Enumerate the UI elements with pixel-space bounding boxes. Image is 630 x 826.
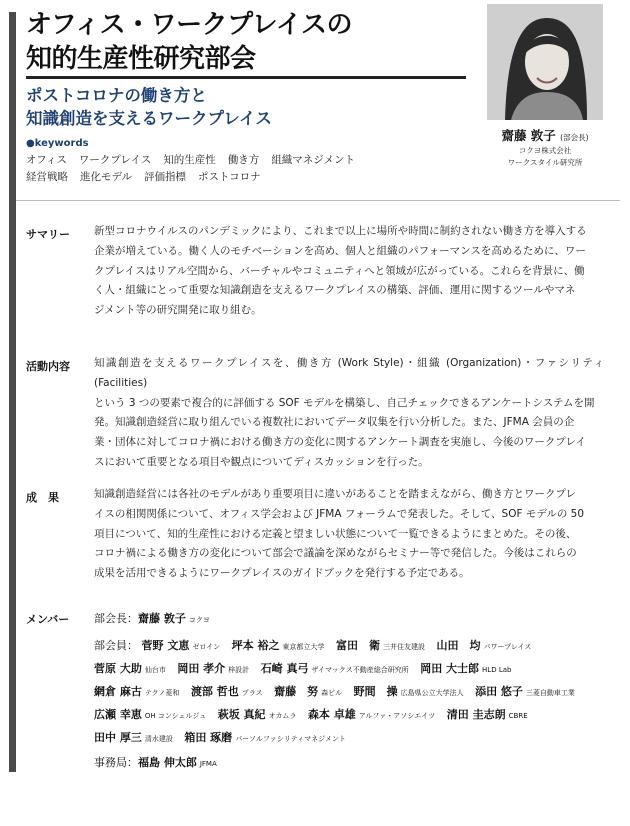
keyword: 組織マネジメント [271, 154, 355, 166]
member-affiliation: 清水建設 [144, 735, 173, 743]
member-name: 野間 操 [353, 685, 398, 698]
page-title [26, 8, 466, 76]
member-entry [420, 662, 511, 675]
member-entry [308, 708, 435, 721]
member-affiliation: HLD Lab [482, 666, 512, 674]
member-affiliation: 三井住友建設 [382, 643, 425, 651]
member-affiliation: アルファ・アソシエイツ [358, 712, 436, 720]
member-name: 網倉 麻古 [94, 685, 142, 698]
keyword: 進化モデル [80, 171, 132, 183]
member-name: 萩坂 真紀 [217, 708, 266, 721]
member-entry [336, 639, 425, 652]
leader-row [94, 610, 210, 626]
member-name: 広瀬 幸恵 [94, 708, 142, 721]
text-line: 発。知識創造経営に取り組んでいる複数社においてデータ収集を行い分析した。また、JFMA 会員の企 [94, 416, 575, 429]
left-accent-bar [9, 12, 16, 772]
member-affiliation: OH コンシェルジュ [144, 712, 207, 720]
member-affiliation: 仙台市 [144, 666, 166, 674]
member-entry [94, 685, 179, 698]
author-dept: ワークスタイル研究所 [507, 158, 583, 167]
author-name: 齋藤 敦子 [501, 128, 556, 143]
member-affiliation: 森ビル [321, 689, 343, 697]
text-line: く人・組織にとって重要な知識創造を支えるワークプレイスの構築、評価、運用に関するツールやマネ [94, 284, 576, 297]
results-text [94, 485, 604, 584]
text-line: イスの相関関係について、オフィス学会および JFMA フォーラムで発表した。そして、SOF モデルの 50 [94, 507, 585, 520]
member-name: 坪本 裕之 [231, 639, 280, 652]
member-name: 石崎 真弓 [260, 662, 309, 675]
title-line-2: 知的生産性研究部会 [26, 44, 256, 74]
member-name: 箱田 琢磨 [184, 731, 233, 744]
text-line: 業・団体に対してコロナ禍における働き方の変化に関するアンケート調査を実施し、今後のワークプレイ [94, 436, 586, 449]
member-entry [142, 639, 221, 652]
header-divider [16, 200, 620, 201]
member-entry [232, 639, 325, 652]
member-name: 齋藤 努 [274, 685, 319, 698]
member-name: 福島 伸太郎 [138, 756, 197, 769]
members-prefix: 部会員： [94, 639, 138, 652]
member-entry [218, 708, 297, 721]
title-underline [26, 76, 466, 79]
text-line: 項目について、知的生産性における定義と望ましい状態について一覧できるようにまとめた。その後、 [94, 527, 577, 540]
member-entry [261, 662, 409, 675]
members-row-2 [94, 660, 519, 676]
text-line: という 3 つの要素で複合的に評価する SOF モデルを構築し、自己チェックできるアンケートシステムを開 [94, 396, 595, 409]
summary-text [94, 222, 604, 321]
subtitle-line-2: 知識創造を支えるワークプレイス [26, 109, 272, 128]
members-label: メンバー [26, 613, 70, 626]
member-name: 岡田 大士郎 [420, 662, 480, 675]
keyword: 知的生産性 [163, 154, 216, 166]
secretariat-row [94, 754, 217, 770]
subtitle-line-1: ポストコロナの働き方と [26, 86, 207, 105]
text-line: 知識創造経営には各社のモデルがあり重要項目に違いがあることを踏まえながら、働き方とワークプレ [94, 488, 577, 500]
activities-label: 活動内容 [26, 360, 70, 373]
member-affiliation: JFMA [199, 760, 217, 768]
member-entry [177, 662, 249, 675]
members-row-1 [94, 637, 539, 653]
member-name: 清田 圭志朗 [446, 708, 506, 721]
members-row-3 [94, 683, 583, 699]
member-affiliation: 三菱自動車工業 [525, 689, 575, 697]
member-affiliation: 東京都立大学 [282, 643, 325, 651]
member-entry [184, 731, 346, 744]
member-affiliation: ゼロイン [192, 643, 221, 651]
text-line: 知識創造を支えるワークプレイスを、働き方 (Work Style)・組織 (Organization)・ファシリティ (Facilities) [94, 357, 604, 389]
text-line: スにおいて重要となる項目や観点についてディスカッションを行った。 [94, 455, 429, 468]
keyword: ポストコロナ [197, 171, 261, 183]
member-entry [191, 685, 263, 698]
subtitle [26, 84, 466, 130]
member-name: 富田 衛 [335, 639, 380, 652]
member-entry [94, 731, 173, 744]
member-affiliation: 広島県公立大学法人 [400, 689, 464, 697]
member-name: 菅原 大助 [94, 662, 142, 675]
member-name: 菅野 文恵 [141, 639, 190, 652]
text-line: ジメント等の研究開発に取り組む。 [94, 304, 262, 317]
results-label: 成 果 [26, 491, 59, 504]
text-line: コロナ禍による働き方の変化について部会で議論を深めながらセミナー等で発信した。今後はこれらの [94, 547, 577, 560]
keywords-line-2 [26, 170, 273, 184]
author-name-line [487, 126, 603, 144]
keywords-label: ●keywords [26, 138, 89, 149]
summary-label: サマリー [26, 228, 70, 241]
author-company: コクヨ株式会社 [518, 146, 572, 155]
text-line: 企業が増えている。働く人のモチベーションを高め、個人と組織のパフォーマンスを高めるために、ワー [94, 244, 586, 257]
activities-text [94, 354, 604, 473]
member-entry [354, 685, 464, 698]
member-affiliation: パワープレイス [483, 643, 532, 651]
member-affiliation: ザイマックス不動産総合研究所 [311, 666, 409, 674]
member-affiliation: プラス [241, 689, 263, 697]
member-entry [447, 708, 528, 721]
text-line: 新型コロナウイルスのパンデミックにより、これまで以上に場所や時間に制約されない働き方を導入する [94, 225, 587, 237]
member-entry [274, 685, 342, 698]
member-name: 添田 悠子 [475, 685, 523, 698]
keywords-line-1 [26, 153, 367, 167]
author-portrait-icon [487, 4, 603, 120]
member-affiliation: CBRE [508, 712, 528, 720]
member-name: 齋藤 敦子 [138, 612, 186, 625]
member-entry [94, 662, 166, 675]
title-line-1: オフィス・ワークプレイスの [26, 10, 353, 40]
member-name: 岡田 孝介 [177, 662, 226, 675]
text-line: 成果を活用できるようにワークプレイスのガイドブックを発行する予定である。 [94, 567, 470, 580]
keyword: 経営戦略 [26, 171, 68, 183]
secretariat-prefix: 事務局： [94, 756, 138, 769]
text-line: クプレイスはリアル空間から、バーチャルやコミュニティへと領域が広がっている。これらを背景に、働 [94, 264, 585, 277]
member-name: 渡部 哲也 [190, 685, 239, 698]
member-name: 森本 卓雄 [307, 708, 356, 721]
member-entry [475, 685, 575, 698]
member-affiliation: コクヨ [188, 616, 210, 624]
member-affiliation: パーソルファシリティマネジメント [235, 735, 346, 743]
author-role: (部会長) [560, 133, 589, 142]
member-affiliation: 梓設計 [228, 666, 250, 674]
keyword: オフィス [26, 154, 67, 166]
member-affiliation: テクノ菱和 [144, 689, 180, 697]
member-name: 山田 均 [436, 639, 481, 652]
leader-prefix: 部会長： [94, 612, 138, 625]
member-entry [94, 708, 206, 721]
members-row-5 [94, 729, 354, 745]
member-affiliation: オカムラ [268, 712, 297, 720]
member-entry [436, 639, 531, 652]
keyword: 評価指標 [143, 171, 186, 183]
member-name: 田中 厚三 [94, 731, 142, 744]
author-photo [487, 4, 603, 120]
keyword: 働き方 [227, 154, 260, 166]
members-row-4 [94, 706, 536, 722]
keyword: ワークプレイス [78, 154, 152, 166]
